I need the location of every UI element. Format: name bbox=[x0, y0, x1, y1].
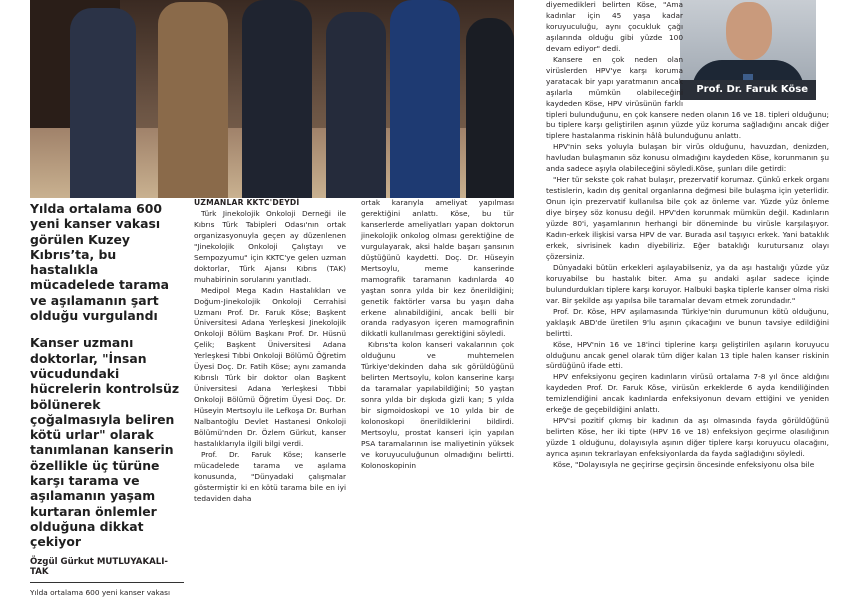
paragraph: Medipol Mega Kadın Hastalıkları ve Doğum-Jinekolojik Onkoloji Cerrahisi Uzmanı Prof. Dr. Faruk Köse; Başkent Üniversitesi Adana Yerleşkesi Jinekolojik Onkoloji Bölüm Başkanı Prof. Dr. Hüsnü Çelik; Başkent Üniversitesi Adana Yerleşkesi Tıbbi Onkoloji Bölümü Öğretim Üyesi Doç. Dr. Fatih Köse; aynı zamanda Kıbrıslı Türk bir doktor olan Başkent Üniversitesi Adana Yerleşkesi Tıbbi Onkoloji Bölümü Öğretim Üyesi Doç. Dr. Hüseyin Mertsoylu ile Lefkoşa Dr. Burhan Nalbantoğlu Devlet Hastanesi Onkoloji Bölümü'nden Dr. Özlem Gürkut, kanser hastalıklarıyla ilgili bilgi verdi. bbox=[194, 285, 346, 448]
photo-person-5 bbox=[390, 0, 460, 198]
paragraph: Prof. Dr. Faruk Köse; kanserle mücadelede tarama ve aşılama konusunda, "Dünyadaki çalışmalar göstermiştir ki en kötü tarama bile en iyi tedaviden daha bbox=[194, 449, 346, 503]
paragraph: HPV'nin seks yoluyla bulaşan bir virüs olduğunu, havuzdan, denizden, havludan bulaşmanın söz konusu olmadığını kaydeden Köse, korunmanın şu anda sadece aşıyla olabileceğini söyledi.Köse, şunları dile getirdi: bbox=[546, 142, 829, 174]
photo-person-2 bbox=[158, 2, 228, 198]
headline-primary: Yılda ortalama 600 yeni kanser vakası görülen Kuzey Kıbrıs’ta, bu hastalıkla mücadelede tarama ve aşılamanın şart olduğu vurgulandı bbox=[30, 201, 169, 324]
byline: Özgül Gürkut MUTLUYAKALI-TAK bbox=[30, 556, 168, 577]
portrait-float-space bbox=[683, 0, 829, 104]
byline-divider bbox=[30, 582, 184, 583]
photo-person-3 bbox=[242, 0, 312, 198]
paragraph: Kansere en çok neden olan virüslerden HPV'ye karşı koruma yaratacak bir yapı yaratmanın ancak aşılarla mümkün olabileceğini kaydeden Köse, HPV virüsünün farklı tipleri bulunduğunu, en çok kansere neden olanın 16 ve 18. tipleri olduğunu; bu tiplere karşı geliştirilen aşının yüzde yüz koruma sağladığını ancak diğer tiplere hastalanma riskinin hâlâ bulunduğunu anlattı. bbox=[546, 54, 829, 141]
photo-person-4 bbox=[326, 12, 386, 198]
article-column-3 bbox=[361, 198, 514, 472]
paragraph: Türk Jinekolojik Onkoloji Derneği ile Kıbrıs Türk Tabipleri Odası'nın ortak organizasyonuyla geçen ay düzenlenen "Jinekolojik Onkoloji Çalıştayı ve Sempozyumu" için KKTC'ye gelen uzman doktorlar, Türk Ajansı Kıbrıs (TAK) muhabirinin sorularını yanıtladı. bbox=[194, 208, 346, 284]
article-column-2 bbox=[194, 198, 346, 505]
photo-person-6 bbox=[466, 18, 514, 198]
left-column bbox=[30, 198, 185, 598]
paragraph: Köse, "Dolayısıyla ne geçirirse geçirsin öncesinde enfeksiyonu olsa bile bbox=[553, 460, 815, 470]
paragraph: Köse, HPV'nin 16 ve 18'inci tiplerine karşı geliştirilen aşıların koruyucu olduğunu ancak genel olarak tüm diğer kalan 13 tiple halen kanser riskinin sürdüğünü ifade etti. bbox=[546, 339, 829, 371]
group-photo bbox=[30, 0, 514, 198]
paragraph: diyemedikleri belirten Köse, "Ama kadınlar için 45 yaşa kadar koruyuculuğu, aynı çocukluk çağı aşılarında olduğu gibi yüzde 100 devam ediyor" dedi. bbox=[546, 0, 683, 53]
paragraph: HPV'si pozitif çıkmış bir kadının da aşı olmasında fayda görüldüğünü belirten Köse, her iki tipte (HPV 16 ve 18) enfeksiyon geçirme olasılığının yüzde 1 olduğunu, dolayısıyla aşının diğer tiplere karşı koruyucu olacağını, ayrıca aşının tekrarlayan enfeksiyonlarda da fayda sağladığını söyledi. bbox=[546, 416, 829, 459]
paragraph: HPV enfeksiyonu geçiren kadınların virüsü ortalama 7-8 yıl önce aldığını kaydeden Prof. Dr. Faruk Köse, virüsün erkeklerde 6 ayda kendiliğinden temizlendiğini ancak kadınlarda enfeksiyonun devam ettiğini ve yeniden erkeğe de geçebildiğini anlattı. bbox=[546, 372, 829, 415]
headline-secondary: Kanser uzmanı doktorlar, "İnsan vücudundaki hücrelerin kontrolsüz bölünerek çoğalmasıyla beliren kötü urlar" olarak tanımlanan kanserin özellikle üç türüne karşı tarama ve aşılamanın yaşam kurtaran önlemler olduğuna dikkat çekiyor bbox=[30, 335, 180, 550]
lead-text: Yılda ortalama 600 yeni kanser vakası bbox=[30, 587, 171, 597]
paragraph: Dünyadaki bütün erkekleri aşılayabilseniz, ya da aşı hastalığı yüzde yüz koruyabilse bu hastalık biter. Ama şu andaki aşılar sadece içinde bulundurdukları tiplere karşı koruyor. Halbuki başka tiplerle kanser olma riski var. Bir şekilde aşı yapılsa bile taramalar devam etmek zorundadır." bbox=[546, 262, 829, 305]
paragraph: Prof. Dr. Köse, HPV aşılamasında Türkiye'nin durumunun kötü olduğunu, yaklaşık ABD'de üretilen 9'lu aşının çıkacağını ve bunun tavsiye edildiğini belirtti. bbox=[546, 306, 829, 338]
paragraph: "Her tür sekste çok rahat bulaşır, prezervatif korumaz. Çünkü erkek organı testislerin, kadın dış genital organlarına değmesi bile bulaşma için yeterlidir. Onun için prezervatif kullanılsa bile çok az önleme var. Yüzde yüz önleme diye birşey söz konusu değil. HPV'den korunmak mümkün değil. Kadınların yüzde 80'i, yaşamlarının herhangi bir döneminde bu virüsle karşılaşıyor. Kadın-erkek ilişkisi varsa HPV de var. Burada asıl taşıyıcı erkek. Yani bataklık erkek, sivrisinek kadın diyebiliriz. Eğer bataklığı kurutursanız olayı çözersiniz. bbox=[546, 175, 829, 261]
portrait-caption: Prof. Dr. Faruk Köse bbox=[680, 80, 816, 100]
photo-person-1 bbox=[70, 8, 136, 198]
article-column-4 bbox=[546, 0, 829, 471]
section-subhead: UZMANLAR KKTC'DEYDİ bbox=[194, 198, 300, 207]
paragraph: ortak kararıyla ameliyat yapılması gerektiğini anlattı. Köse, bu tür kanserlerde ameliyatları yapan doktorun jinekolojik onkolog olması gerektiğine de vurgulayarak, aksi halde başarı şansının düştüğünü kaydetti. Doç. Dr. Hüseyin Mertsoylu, meme kanserinde mamografik taramanın kadınlarda 40 yaştan sonra yılda bir kez önerildiğini; genetik faktörler varsa bu yaşın daha erkene alınabildiğini, ancak belli bir oranda radyasyon içeren mamografinin dikkatli kullanılması gerektiğini söyledi. bbox=[361, 198, 514, 339]
paragraph: Kıbrıs'ta kolon kanseri vakalarının çok olduğunu ve muhtemelen Türkiye'dekinden daha sık görüldüğünü belirten Mertsoylu, kolon kanserine karşı da taramalar yapılabildiğini; 50 yaştan sonra yılda bir dışkıda gizli kan; 5 yılda bir sigmoidoskopi ve 10 yılda bir de kolonoskopi önerildiklerini bildirdi. Mertsoylu, prostat kanseri için yapılan PSA taramalarının ise maliyetinin yüksek ve koruyuculuğunun olmadığını belirtti. Kolonoskopinin bbox=[361, 340, 514, 470]
